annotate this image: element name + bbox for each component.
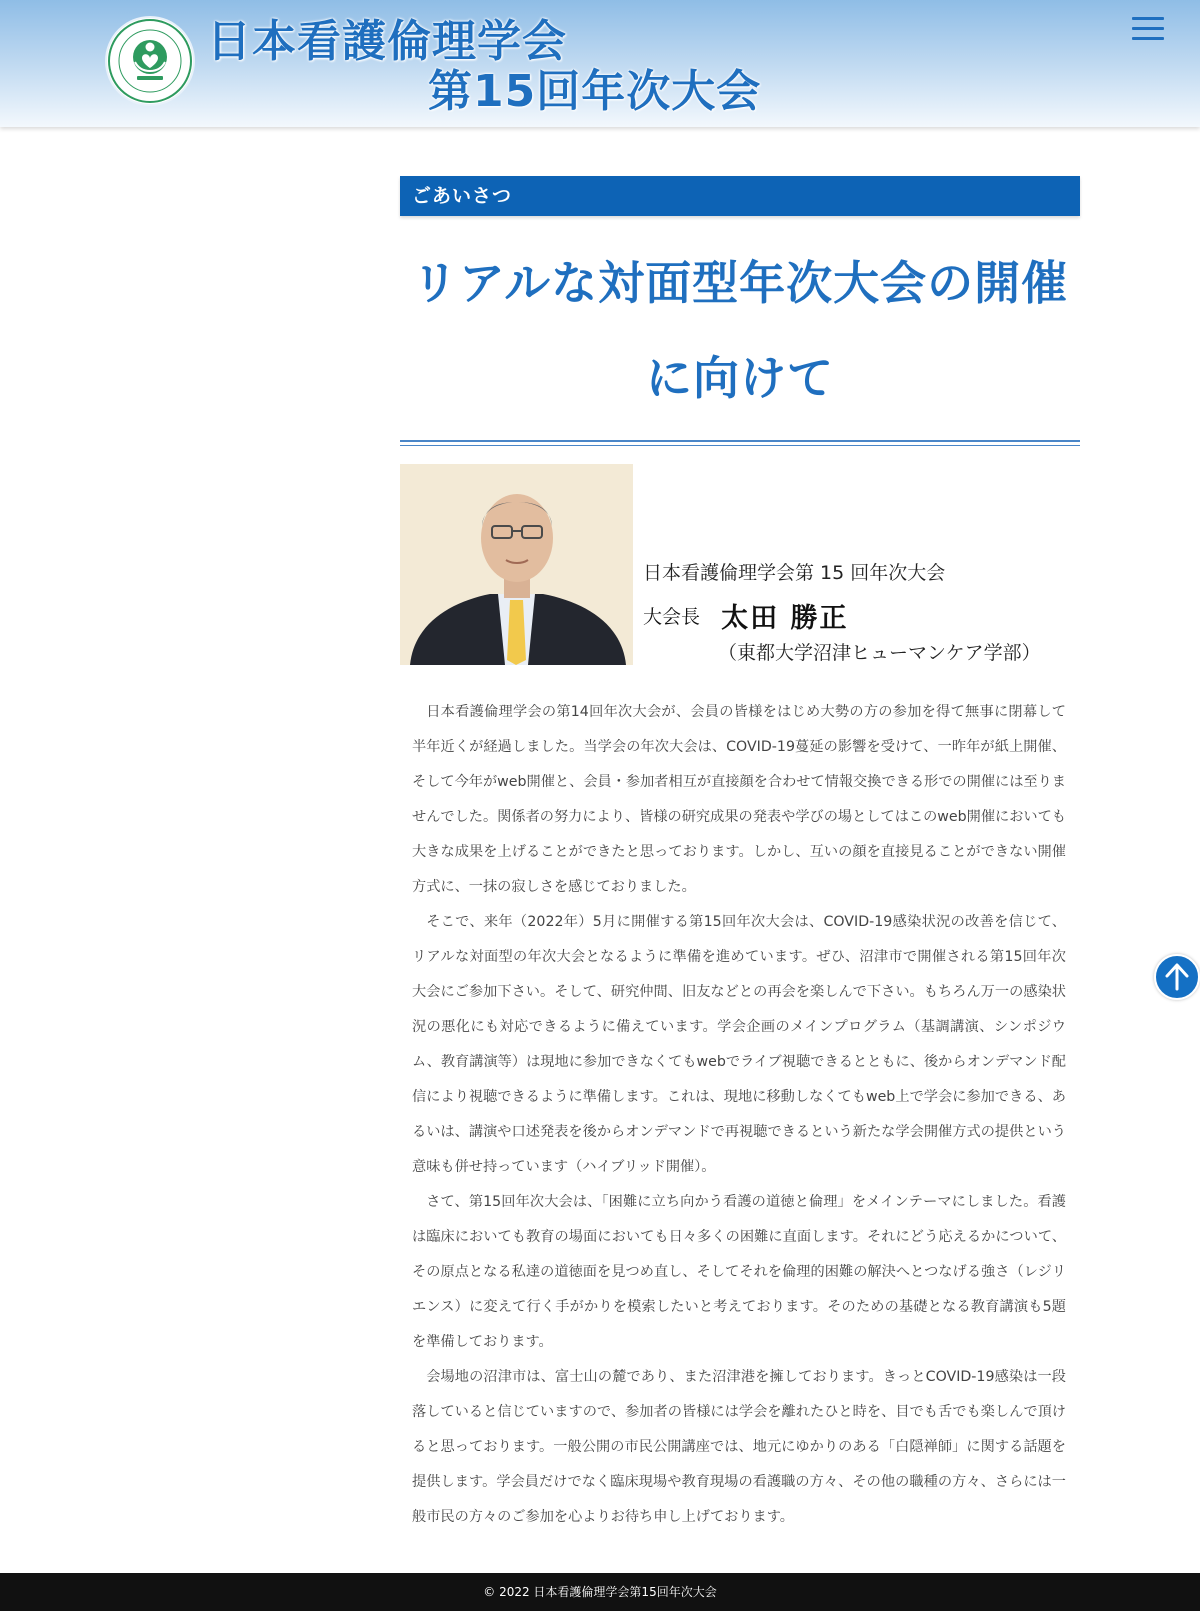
body-paragraph: そこで、来年（2022年）5月に開催する第15回年次大会は、COVID-19感染状況の改善を信じて、リアルな対面型の年次大会となるように準備を進めています。ぜひ、沼津市で開催される第15回年次大会にご参加下さい。そして、研究仲間、旧友などとの再会を楽しんで下さい。もちろん万一の感染状況の悪化にも対応できるように備えています。学会企画のメインプログラム（基調講演、シンポジウム、教育講演等）は現地に参加できなくてもwebでライブ視聴できるとともに、後からオンデマンド配信により視聴できるように準備します。これは、現地に移動しなくてもweb上で学会に参加できる、あるいは、講演や口述発表を後からオンデマンドで再視聴できるという新たな学会開催方式の提供という意味も併せ持っています（ハイブリッド開催）。 (412, 914, 1066, 1175)
title-divider (400, 440, 1080, 446)
page-title: リアルな対面型年次大会の開催に向けて (411, 256, 1069, 405)
president-profile (400, 464, 1080, 665)
site-footer (0, 1573, 1200, 1611)
body-paragraph: 日本看護倫理学会の第14回年次大会が、会員の皆様をはじめ大勢の方の参加を得て無事に閉幕して半年近くが経過しました。当学会の年次大会は、COVID-19蔓延の影響を受けて、一昨年が紙上開催、そして今年がweb開催と、会員・参加者相互が直接顔を合わせて情報交換できる形での開催には至りませんでした。関係者の努力により、皆様の研究成果の発表や学びの場としてはこのweb開催においても大きな成果を上げることができたと思っております。しかし、互いの顔を直接見ることができない開催方式に、一抹の寂しさを感じておりました。 (412, 704, 1066, 895)
profile-role-name (643, 596, 849, 635)
site-title-line2: 第15回年次大会 (428, 66, 762, 117)
association-seal-icon[interactable] (107, 18, 193, 104)
main-content (400, 176, 1080, 1535)
site-title-line1: 日本看護倫理学会 (207, 16, 567, 67)
profile-affiliation: （東都大学沼津ヒューマンケア学部） (718, 642, 1041, 664)
hamburger-menu-icon[interactable] (1132, 14, 1166, 44)
profile-conference: 日本看護倫理学会第 15 回年次大会 (643, 562, 946, 584)
body-paragraph: 会場地の沼津市は、富士山の麓であり、また沼津港を擁しております。きっとCOVID-19感染は一段落していると信じていますので、参加者の皆様には学会を離れたひと時を、目でも舌でも楽しんで頂けると思っております。一般公開の市民公開講座では、地元にゆかりのある「白隠禅師」に関する話題を提供します。学会員だけでなく臨床現場や教育現場の看護職の方々、その他の職種の方々、さらには一般市民の方々のご参加を心よりお待ち申し上げております。 (412, 1369, 1066, 1525)
back-to-top-button[interactable] (1154, 954, 1200, 1000)
profile-role: 大会長 (643, 606, 701, 628)
president-photo (400, 464, 633, 665)
site-header (0, 0, 1200, 127)
greeting-body (400, 695, 1080, 1535)
copyright-text: © 2022 日本看護倫理学会第15回年次大会 (483, 1585, 717, 1599)
profile-name: 太田 勝正 (721, 603, 849, 634)
body-paragraph: さて、第15回年次大会は、「困難に立ち向かう看護の道徳と倫理」をメインテーマにしました。看護は臨床においても教育の場面においても日々多くの困難に直面します。それにどう応えるかについて、その原点となる私達の道徳面を見つめ直し、そしてそれを倫理的困難の解決へとつなげる強さ（レジリエンス）に変えて行く手がかりを模索したいと考えております。そのための基礎となる教育講演も5題を準備しております。 (412, 1194, 1066, 1350)
arrow-up-icon (1156, 956, 1198, 998)
section-heading-greeting: ごあいさつ (400, 176, 1080, 216)
